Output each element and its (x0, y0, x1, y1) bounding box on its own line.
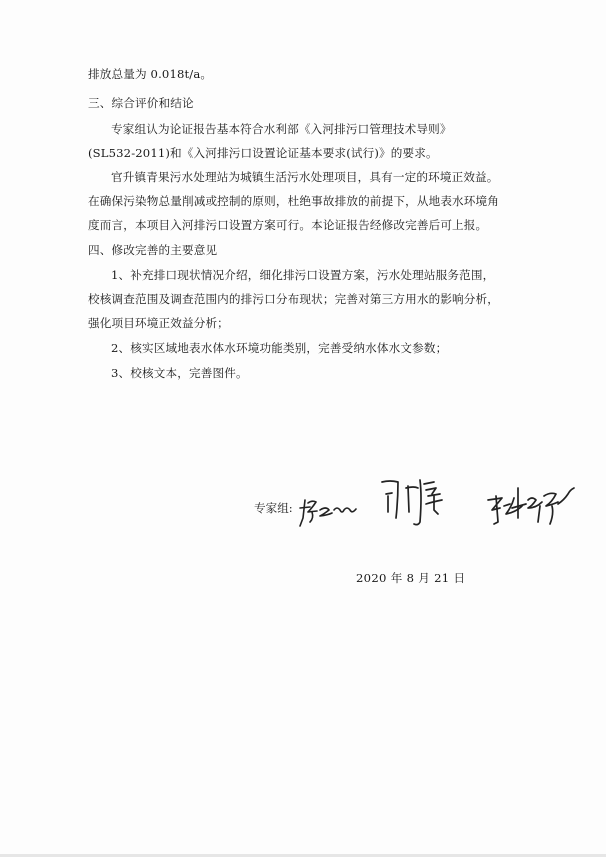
section-heading-3: 三、综合评价和结论 (88, 96, 194, 110)
text-line-1: 排放总量为 0.018t/a。 (88, 67, 213, 81)
document-date: 2020 年 8 月 21 日 (356, 571, 466, 585)
text-line-10: 校核调查范围及调查范围内的排污口分布现状；完善对第三方用水的影响分析， (88, 292, 500, 306)
signature-1 (296, 488, 360, 530)
text-line-13: 3、校核文本，完善图件。 (111, 366, 248, 380)
text-line-9: 1、补充排口现状情况介绍，细化排污口设置方案，污水处理站服务范围， (111, 268, 495, 282)
text-line-7: 度而言，本项目入河排污口设置方案可行。本论证报告经修改完善后可上报。 (88, 218, 488, 232)
text-line-12: 2、核实区域地表水体水环境功能类别，完善受纳水体水文参数； (111, 341, 448, 355)
signature-label: 专家组: (254, 501, 293, 515)
text-line-3: 专家组认为论证报告基本符合水利部《入河排污口管理技术导则》 (111, 122, 452, 136)
signature-2 (376, 470, 452, 532)
signature-3 (484, 484, 578, 530)
text-line-11: 强化项目环境正效益分析； (88, 316, 229, 330)
text-line-4: (SL532-2011)和《入河排污口设置论证基本要求(试行)》的要求。 (88, 146, 438, 160)
section-heading-4: 四、修改完善的主要意见 (88, 243, 218, 257)
text-line-5: 官升镇青果污水处理站为城镇生活污水处理项目，具有一定的环境正效益。 (111, 170, 499, 184)
text-line-6: 在确保污染物总量削减或控制的原则，杜绝事故排放的前提下，从地表水环境角 (88, 194, 500, 208)
